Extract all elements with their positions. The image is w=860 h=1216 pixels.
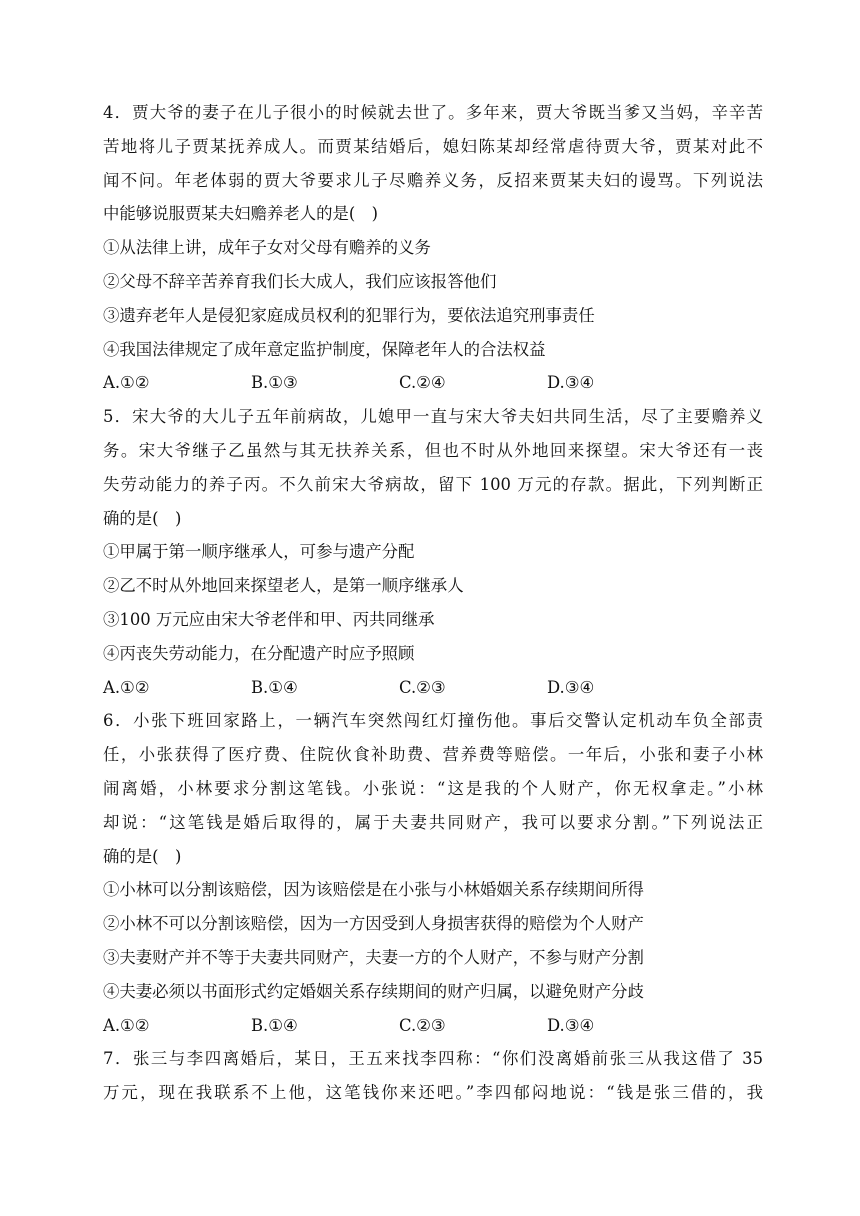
question-text-line: 4．贾大爷的妻子在儿子很小的时候就去世了。多年来，贾大爷既当爹又当妈，辛辛苦 bbox=[103, 103, 763, 122]
question-4 bbox=[103, 96, 763, 400]
statement: ②小林不可以分割该赔偿，因为一方因受到人身损害获得的赔偿为个人财产 bbox=[103, 914, 644, 934]
document-content bbox=[103, 96, 763, 1110]
question-text-line: 务。宋大爷继子乙虽然与其无扶养关系，但也不时从外地回来探望。宋大爷还有一丧 bbox=[103, 440, 763, 460]
option-c: C.②④ bbox=[399, 373, 446, 393]
question-text-line: 7．张三与李四离婚后，某日，王五来找李四称：“你们没离婚前张三从我这借了 35 bbox=[103, 1049, 763, 1069]
question-text-line: 任，小张获得了医疗费、住院伙食补助费、营养费等赔偿。一年后，小张和妻子小林 bbox=[103, 745, 763, 765]
statement: ②父母不辞辛苦养育我们长大成人，我们应该报答他们 bbox=[103, 271, 497, 291]
statement: ③遗弃老年人是侵犯家庭成员权利的犯罪行为，要依法追究刑事责任 bbox=[103, 305, 595, 325]
option-b: B.①④ bbox=[251, 1015, 298, 1035]
answer-options bbox=[103, 366, 763, 400]
statement: ④夫妻必须以书面形式约定婚姻关系存续期间的财产归属，以避免财产分歧 bbox=[103, 981, 644, 1001]
answer-options bbox=[103, 671, 763, 705]
question-text-line: 却说：“这笔钱是婚后取得的，属于夫妻共同财产，我可以要求分割。”下列说法正 bbox=[103, 812, 763, 832]
option-a: A.①② bbox=[103, 373, 150, 393]
option-d: D.③④ bbox=[547, 1015, 595, 1035]
option-d: D.③④ bbox=[547, 373, 595, 393]
question-text-line: 闹离婚，小林要求分割这笔钱。小张说：“这是我的个人财产，你无权拿走。”小林 bbox=[103, 778, 763, 798]
option-b: B.①③ bbox=[251, 373, 298, 393]
statement: ③100 万元应由宋大爷老伴和甲、丙共同继承 bbox=[103, 609, 435, 629]
question-text-line: 确的是( ) bbox=[103, 508, 182, 528]
question-text-line: 5．宋大爷的大儿子五年前病故，儿媳甲一直与宋大爷夫妇共同生活，尽了主要赡养义 bbox=[103, 407, 763, 427]
question-text-line: 闻不问。年老体弱的贾大爷要求儿子尽赡养义务，反招来贾某夫妇的谩骂。下列说法 bbox=[103, 170, 763, 190]
question-7 bbox=[103, 1042, 763, 1110]
statement: ①甲属于第一顺序继承人，可参与遗产分配 bbox=[103, 542, 415, 562]
statement: ④我国法律规定了成年意定监护制度，保障老年人的合法权益 bbox=[103, 339, 546, 359]
question-text-line: 中能够说服贾某夫妇赡养老人的是( ) bbox=[103, 204, 379, 224]
question-text-line: 苦地将儿子贾某抚养成人。而贾某结婚后，媳妇陈某却经常虐待贾大爷，贾某对此不 bbox=[103, 136, 763, 156]
question-5 bbox=[103, 400, 763, 704]
statement: ①从法律上讲，成年子女对父母有赡养的义务 bbox=[103, 238, 431, 258]
statement: ②乙不时从外地回来探望老人，是第一顺序继承人 bbox=[103, 576, 464, 596]
question-6 bbox=[103, 704, 763, 1042]
option-a: A.①② bbox=[103, 1015, 150, 1035]
question-text-line: 确的是( ) bbox=[103, 846, 182, 866]
option-c: C.②③ bbox=[399, 677, 446, 697]
question-text-line: 万元，现在我联系不上他，这笔钱你来还吧。”李四郁闷地说：“钱是张三借的，我 bbox=[103, 1083, 763, 1103]
option-b: B.①④ bbox=[251, 677, 298, 697]
option-c: C.②③ bbox=[399, 1015, 446, 1035]
statement: ③夫妻财产并不等于夫妻共同财产，夫妻一方的个人财产，不参与财产分割 bbox=[103, 947, 644, 967]
option-a: A.①② bbox=[103, 677, 150, 697]
question-text-line: 失劳动能力的养子丙。不久前宋大爷病故，留下 100 万元的存款。据此，下列判断正 bbox=[103, 474, 763, 494]
option-d: D.③④ bbox=[547, 677, 595, 697]
question-text-line: 6．小张下班回家路上，一辆汽车突然闯红灯撞伤他。事后交警认定机动车负全部责 bbox=[103, 711, 763, 731]
statement: ④丙丧失劳动能力，在分配遗产时应予照顾 bbox=[103, 643, 415, 663]
statement: ①小林可以分割该赔偿，因为该赔偿是在小张与小林婚姻关系存续期间所得 bbox=[103, 880, 644, 900]
answer-options bbox=[103, 1009, 763, 1043]
